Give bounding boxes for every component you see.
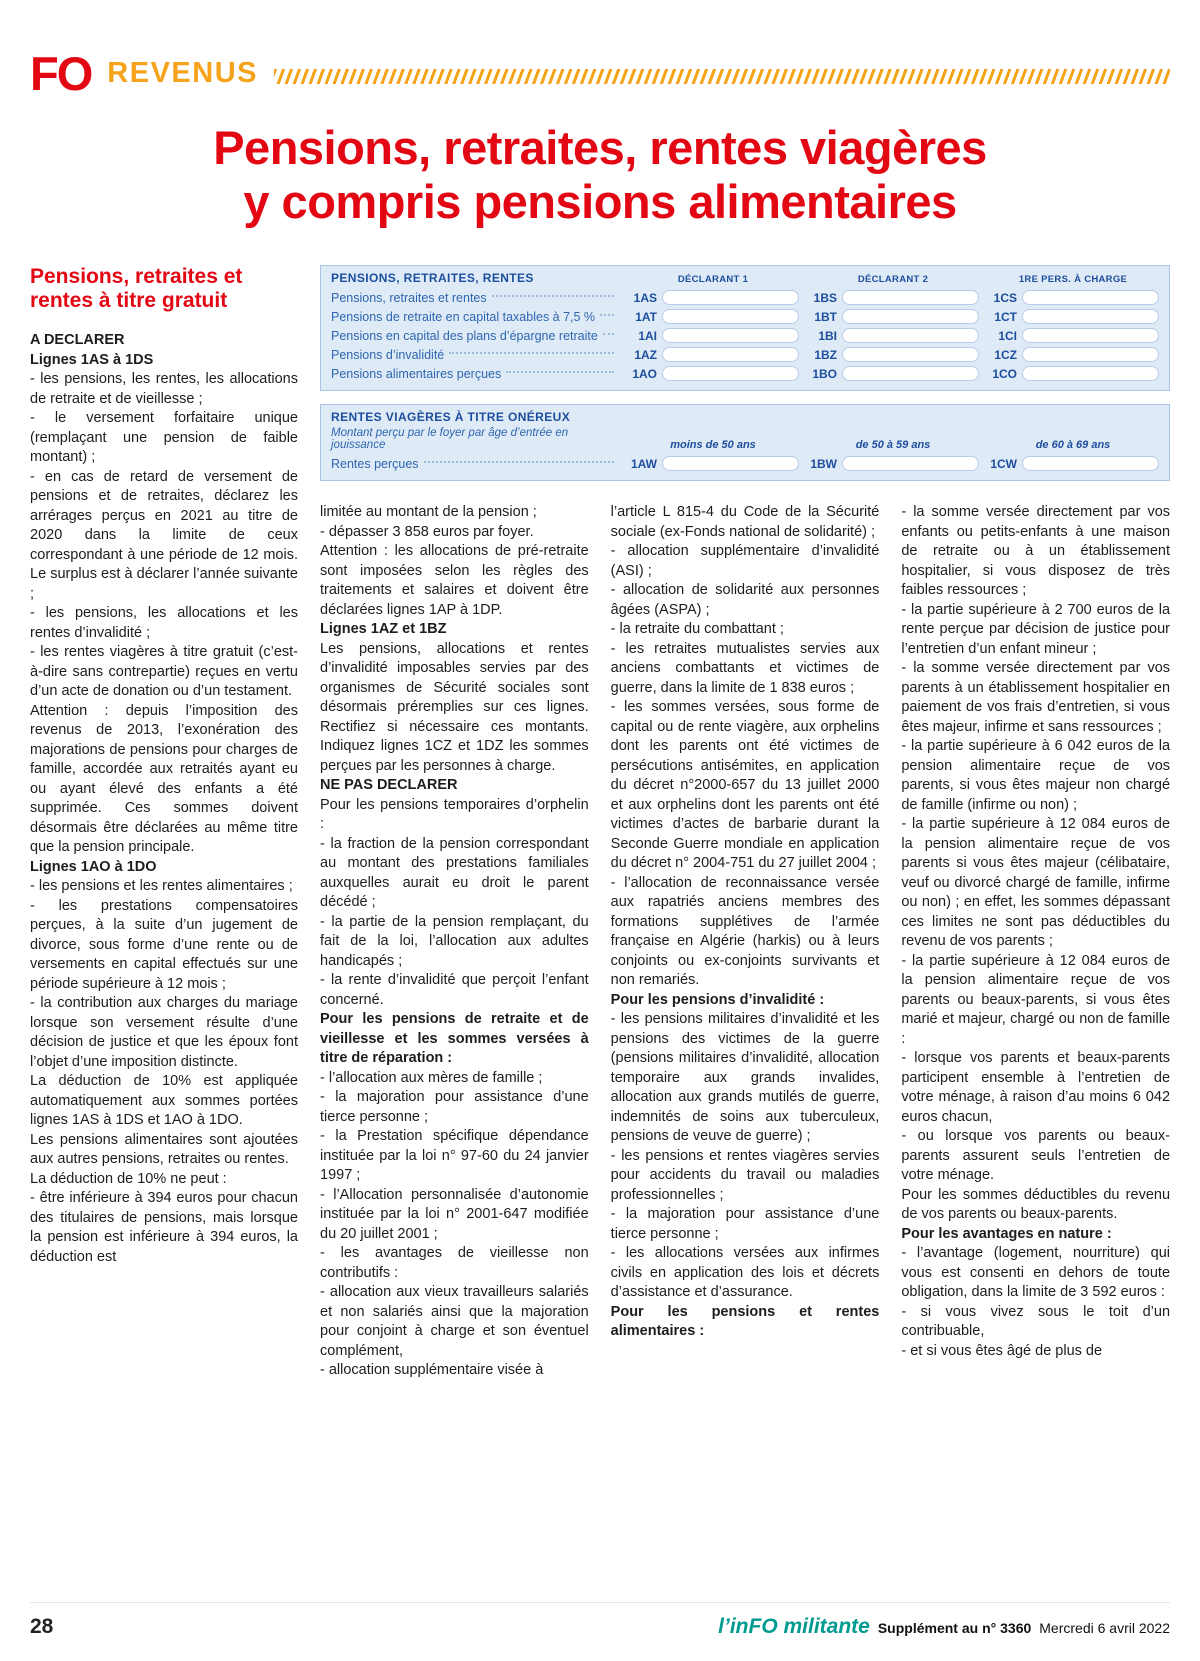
line-code: 1BT	[814, 309, 837, 324]
field-group	[987, 456, 1159, 471]
amount-box	[662, 328, 799, 343]
field-group	[627, 366, 799, 381]
field-group	[807, 366, 979, 381]
line-code: 1AS	[633, 290, 657, 305]
paragraph: Attention : les allocations de pré-retraite sont imposées selon les règles des traitements et salaires et doivent être déclarées lignes 1AP à 1DP.	[320, 543, 589, 618]
column-header-60-69: de 60 à 69 ans	[1035, 439, 1111, 451]
paragraph: - la majoration pour assistance d’une tierce personne ;	[320, 1089, 589, 1125]
paragraph: - dépasser 3 858 euros par foyer.	[320, 523, 534, 540]
paragraph: - être inférieure à 394 euros pour chacun des titulaires de pensions, mais lorsque la pension est inférieure à 394 euros, la déduction est	[30, 1190, 298, 1265]
field-group	[987, 290, 1159, 305]
table-title: RENTES VIAGÈRES À TITRE ONÉREUX	[331, 410, 571, 424]
field-group	[987, 366, 1159, 381]
paragraph: - la somme versée directement par vos parents à un établissement hospitalier en paiement de vos frais d’entretien, si vous êtes majeur, infirme et sans ressources ;	[901, 660, 1171, 735]
row-label: Pensions, retraites et rentes	[331, 290, 487, 305]
amount-box	[842, 328, 979, 343]
row-label: Pensions de retraite en capital taxables à 7,5 %	[331, 309, 596, 324]
paragraph: Les pensions alimentaires sont ajoutées aux autres pensions, retraites ou rentes.	[30, 1131, 298, 1167]
section-heading	[30, 265, 298, 313]
paragraph: Pour les pensions temporaires d’orphelin :	[320, 796, 589, 832]
section-heading-line1: Pensions, retraites et	[30, 265, 243, 288]
form-row	[331, 307, 1159, 326]
line-code: 1AW	[630, 456, 657, 471]
row-label: Pensions en capital des plans d’épargne retraite	[331, 328, 598, 343]
table-title: PENSIONS, RETRAITES, RENTES	[331, 271, 534, 285]
field-group	[987, 309, 1159, 324]
subheading: NE PAS DECLARER	[320, 777, 458, 793]
field-group	[807, 290, 979, 305]
paragraph: - les rentes viagères à titre gratuit (c’est-à-dire sans contrepartie) reçues en vertu d’un acte de donation ou d’un testament.	[30, 644, 298, 699]
line-code: 1BS	[813, 290, 837, 305]
title-line-2: y compris pensions alimentaires	[243, 175, 957, 228]
form-row	[331, 345, 1159, 364]
line-code: 1CS	[993, 290, 1017, 305]
dotted-leader	[424, 461, 614, 463]
subheading: A DECLARER	[30, 332, 125, 348]
paragraph: La déduction de 10% est appliquée automatiquement aux sommes portées lignes 1AS à 1DS et 1AO à 1DO.	[30, 1073, 298, 1128]
column-1-wrap	[30, 265, 298, 1381]
page-footer	[30, 1602, 1170, 1639]
paragraph: - en cas de retard de versement de pensions et de retraites, déclarez les arrérages perçus en 2021 au titre de 2020 dans la limite de ceux correspondant à une période de 12 mois. Le surplus est à déclarer l’année suivante ;	[30, 468, 298, 602]
footer-credit	[718, 1615, 1170, 1639]
form-row	[331, 326, 1159, 345]
subheading: Lignes 1AO à 1DO	[30, 858, 157, 875]
field-group	[987, 347, 1159, 362]
paragraph: - les sommes versées, sous forme de capital ou de rente viagère, aux orphelins dont les parents ont été victimes de persécutions antisémites, en application du décret n°2000-657 du 13 juillet 2000 et aux orphelins dont les parents ont été victimes d’actes de barbarie durant la Seconde Guerre mondiale en application du décret n° 2004-751 du 27 juillet 2004 ;	[610, 699, 880, 871]
paragraph: La déduction de 10% ne peut :	[30, 1170, 227, 1187]
paragraph: - la somme versée directement par vos enfants ou petits-enfants à une maison de retraite ou à un établissement hospitalier, si vous disposez de très faibles ressources ;	[901, 504, 1171, 598]
paragraph: - la Prestation spécifique dépendance instituée par la loi n° 97-60 du 24 janvier 1997 ;	[320, 1128, 589, 1183]
text-column-4	[901, 503, 1170, 1381]
line-code: 1CZ	[994, 347, 1017, 362]
bold-lead-paragraph: Pour les avantages en nature :	[901, 1225, 1112, 1242]
amount-box	[662, 366, 799, 381]
paragraph: - et si vous êtes âgé de plus de	[901, 1342, 1103, 1359]
paragraph: - la partie supérieure à 2 700 euros de la rente perçue par décision de justice pour l’entretien d’un enfant mineur ;	[901, 601, 1171, 657]
paragraph: - allocation supplémentaire d’invalidité (ASI) ;	[610, 543, 880, 579]
text-columns	[320, 503, 1170, 1381]
paragraph: Pour les sommes déductibles du revenu de vos parents ou beaux-parents.	[901, 1186, 1171, 1222]
rentes-table-body	[331, 454, 1159, 473]
text-column-1	[30, 331, 298, 1267]
right-area	[320, 265, 1170, 1381]
supplement-label: Supplément au n° 3360	[877, 1620, 1032, 1636]
paragraph: - la fraction de la pension correspondant au montant des prestations familiales auxquelles aurait eu droit le parent décédé ;	[320, 835, 589, 910]
content-area	[30, 265, 1170, 1381]
column-header-pers-a-charge: 1RE PERS. À CHARGE	[1018, 274, 1128, 285]
field-group	[627, 347, 799, 362]
page-number: 28	[30, 1615, 54, 1638]
form-row	[331, 454, 1159, 473]
row-label: Pensions alimentaires perçues	[331, 366, 502, 381]
pensions-table-body	[331, 288, 1159, 383]
paragraph: - les allocations versées aux infirmes civils en application des lois et décrets d’assistance et d’assurance.	[610, 1245, 880, 1300]
field-group	[807, 456, 979, 471]
dotted-leader	[506, 371, 614, 373]
dotted-leader	[603, 333, 614, 335]
paragraph: Attention : depuis l’imposition des revenus de 2013, l’exonération des majorations de pensions pour charges de famille, accordée aux retraités ayant eu ou ayant élevé des enfants a été supprimée. Ces sommes doivent désormais être déclarées au même titre que la pension principale.	[30, 702, 298, 855]
fo-logo: FO	[30, 47, 92, 100]
paragraph: - l’avantage (logement, nourriture) qui vous est consenti en dehors de toute obligation, dans la limite de 3 592 euros :	[901, 1245, 1171, 1300]
column-header-declarant-2: DÉCLARANT 2	[857, 274, 929, 285]
line-code: 1AI	[638, 328, 657, 343]
column-header-50-59: de 50 à 59 ans	[855, 439, 931, 451]
paragraph: - la partie supérieure à 12 084 euros de la pension alimentaire reçue de vos parents ou beaux-parents, si vous êtes marié et majeur, chargé ou non de famille :	[901, 952, 1171, 1047]
form-row	[331, 288, 1159, 307]
bold-lead-paragraph: Pour les pensions de retraite et de vieillesse et les sommes versées à titre de réparation :	[320, 1011, 589, 1066]
paragraph: - lorsque vos parents et beaux-parents participent ensemble à l’entretien de votre ménage, à raison d’au moins 6 042 euros chacun,	[901, 1050, 1171, 1125]
amount-box	[662, 347, 799, 362]
paragraph: - la contribution aux charges du mariage lorsque son versement résulte d’une décision de justice et que les époux font l’objet d’une imposition distincte.	[30, 995, 298, 1070]
dotted-leader	[492, 295, 614, 297]
line-code: 1AT	[635, 309, 657, 324]
paragraph: - les retraites mutualistes servies aux anciens combattants et victimes de guerre, dans la limite de 1 838 euros ;	[610, 640, 880, 696]
rentes-table	[320, 404, 1170, 481]
paragraph: - la retraite du combattant ;	[610, 621, 784, 637]
amount-box	[662, 290, 799, 305]
amount-box	[1022, 366, 1159, 381]
line-code: 1BZ	[814, 347, 837, 362]
paragraph: - allocation supplémentaire visée à	[320, 1362, 544, 1378]
amount-box	[1022, 290, 1159, 305]
pensions-table-header	[331, 271, 1159, 285]
paragraph: - les pensions et les rentes alimentaires ;	[30, 878, 293, 894]
paragraph: - la partie supérieure à 6 042 euros de la pension alimentaire reçue de vos parents, si vous êtes majeur non chargé de famille (infirme ou non) ;	[901, 738, 1171, 813]
paragraph: - la partie de la pension remplaçant, du fait de la loi, l’allocation aux adultes handicapés ;	[320, 913, 589, 969]
text-column-2	[320, 503, 589, 1381]
slash-pattern-decoration	[274, 69, 1170, 84]
amount-box	[842, 309, 979, 324]
line-code: 1AO	[632, 366, 657, 381]
bold-lead-paragraph: Pour les pensions d’invalidité :	[610, 991, 825, 1008]
line-code: 1CI	[998, 328, 1017, 343]
section-label: REVENUS	[107, 57, 258, 89]
field-group	[807, 309, 979, 324]
issue-date: Mercredi 6 avril 2022	[1039, 1620, 1170, 1636]
column-header-declarant-1: DÉCLARANT 1	[677, 274, 749, 285]
magazine-name: l’inFO militante	[718, 1615, 870, 1638]
rentes-table-title-row	[331, 410, 1159, 424]
table-subtitle: Montant perçu par le foyer par âge d’entrée en jouissance	[331, 427, 569, 451]
amount-box	[1022, 347, 1159, 362]
line-code: 1BI	[818, 328, 837, 343]
paragraph: - l’allocation de reconnaissance versée aux rapatriés anciens membres des formations supplétives de l’armée française en Algérie (harkis) ou à leurs conjoints ou ex-conjoints survivants et non remariés.	[610, 874, 880, 988]
line-code: 1CT	[994, 309, 1017, 324]
field-group	[627, 328, 799, 343]
amount-box	[842, 290, 979, 305]
paragraph: - les pensions militaires d’invalidité et les pensions des victimes de la guerre (pensions militaires d’invalidité, allocation temporaire aux grands invalides, allocation aux grands mutilés de guerre, indemnités de soins aux tuberculeux, pensions de veuve de guerre) ;	[610, 1011, 880, 1144]
page-header	[30, 47, 1170, 100]
amount-box	[842, 456, 979, 471]
field-group	[807, 328, 979, 343]
amount-box	[662, 309, 799, 324]
amount-box	[1022, 456, 1159, 471]
amount-box	[1022, 309, 1159, 324]
field-group	[627, 456, 799, 471]
paragraph: Les pensions, allocations et rentes d’invalidité imposables servies par des organismes de Sécurité sociales sont désormais préremplies sur ces lignes. Rectifiez si nécessaire ces montants. Indiquez lignes 1CZ et 1DZ les sommes perçues par les personnes à charge.	[320, 640, 589, 774]
line-code: 1BO	[812, 366, 837, 381]
page-title	[30, 121, 1170, 229]
paragraph: - la partie supérieure à 12 084 euros de la pension alimentaire reçue de vos parents si vous êtes majeur (célibataire, veuf ou divorcé chargé de famille, infirme ou non) ; en effet, les sommes dépassant ces limites ne sont pas déductibles du revenu de vos parents ;	[901, 816, 1171, 949]
section-heading-line2: rentes à titre gratuit	[30, 289, 228, 312]
form-row	[331, 364, 1159, 383]
rentes-table-subheader	[331, 427, 1159, 451]
line-code: 1CW	[990, 456, 1017, 471]
paragraph: - ou lorsque vos parents ou beaux-parents assurent seuls l’entretien de votre ménage.	[901, 1128, 1171, 1183]
paragraph: - les prestations compensatoires perçues, à la suite d’un jugement de divorce, sous forme d’une rente ou de versements en capital effectués sur une période supérieure à 12 mois ;	[30, 897, 298, 992]
paragraph: - les pensions, les allocations et les rentes d’invalidité ;	[30, 605, 298, 641]
subheading: Lignes 1AS à 1DS	[30, 351, 154, 368]
subheading: Lignes 1AZ et 1BZ	[320, 621, 447, 637]
row-label: Rentes perçues	[331, 456, 419, 471]
paragraph: - si vous vivez sous le toit d’un contribuable,	[901, 1303, 1171, 1339]
title-line-1: Pensions, retraites, rentes viagères	[213, 121, 987, 174]
dotted-leader	[600, 314, 614, 316]
line-code: 1AZ	[634, 347, 657, 362]
pensions-table	[320, 265, 1170, 391]
paragraph: - la majoration pour assistance d’une tierce personne ;	[610, 1206, 880, 1242]
paragraph: l’article L 815-4 du Code de la Sécurité sociale (ex-Fonds national de solidarité) ;	[610, 504, 880, 540]
paragraph: - l’Allocation personnalisée d’autonomie instituée par la loi n° 2001-647 modifiée du 20 juillet 2001 ;	[320, 1186, 589, 1242]
paragraph: limitée au montant de la pension ;	[320, 504, 537, 520]
amount-box	[1022, 328, 1159, 343]
paragraph: - allocation de solidarité aux personnes âgées (ASPA) ;	[610, 582, 880, 618]
paragraph: - la rente d’invalidité que perçoit l’enfant concerné.	[320, 972, 589, 1008]
line-code: 1BW	[810, 456, 837, 471]
amount-box	[662, 456, 799, 471]
paragraph: - les avantages de vieillesse non contributifs :	[320, 1245, 589, 1281]
dotted-leader	[449, 352, 614, 354]
field-group	[627, 309, 799, 324]
paragraph: - les pensions et rentes viagères servies pour accidents du travail ou maladies professionnelles ;	[610, 1147, 880, 1203]
field-group	[627, 290, 799, 305]
amount-box	[842, 366, 979, 381]
paragraph: - allocation aux vieux travailleurs salariés et non salariés ainsi que la majoration pour conjoint à charge et son éventuel complément,	[320, 1284, 589, 1359]
amount-box	[842, 347, 979, 362]
column-header-moins-50: moins de 50 ans	[670, 439, 756, 451]
row-label: Pensions d’invalidité	[331, 347, 445, 362]
field-group	[987, 328, 1159, 343]
paragraph: - les pensions, les rentes, les allocations de retraite et de vieillesse ;	[30, 371, 298, 407]
paragraph: - le versement forfaitaire unique (remplaçant une pension de faible montant) ;	[30, 410, 298, 465]
paragraph: - l’allocation aux mères de famille ;	[320, 1069, 543, 1086]
bold-lead-paragraph: Pour les pensions et rentes alimentaires :	[610, 1303, 880, 1339]
text-column-3	[611, 503, 880, 1381]
field-group	[807, 347, 979, 362]
line-code: 1CO	[992, 366, 1017, 381]
